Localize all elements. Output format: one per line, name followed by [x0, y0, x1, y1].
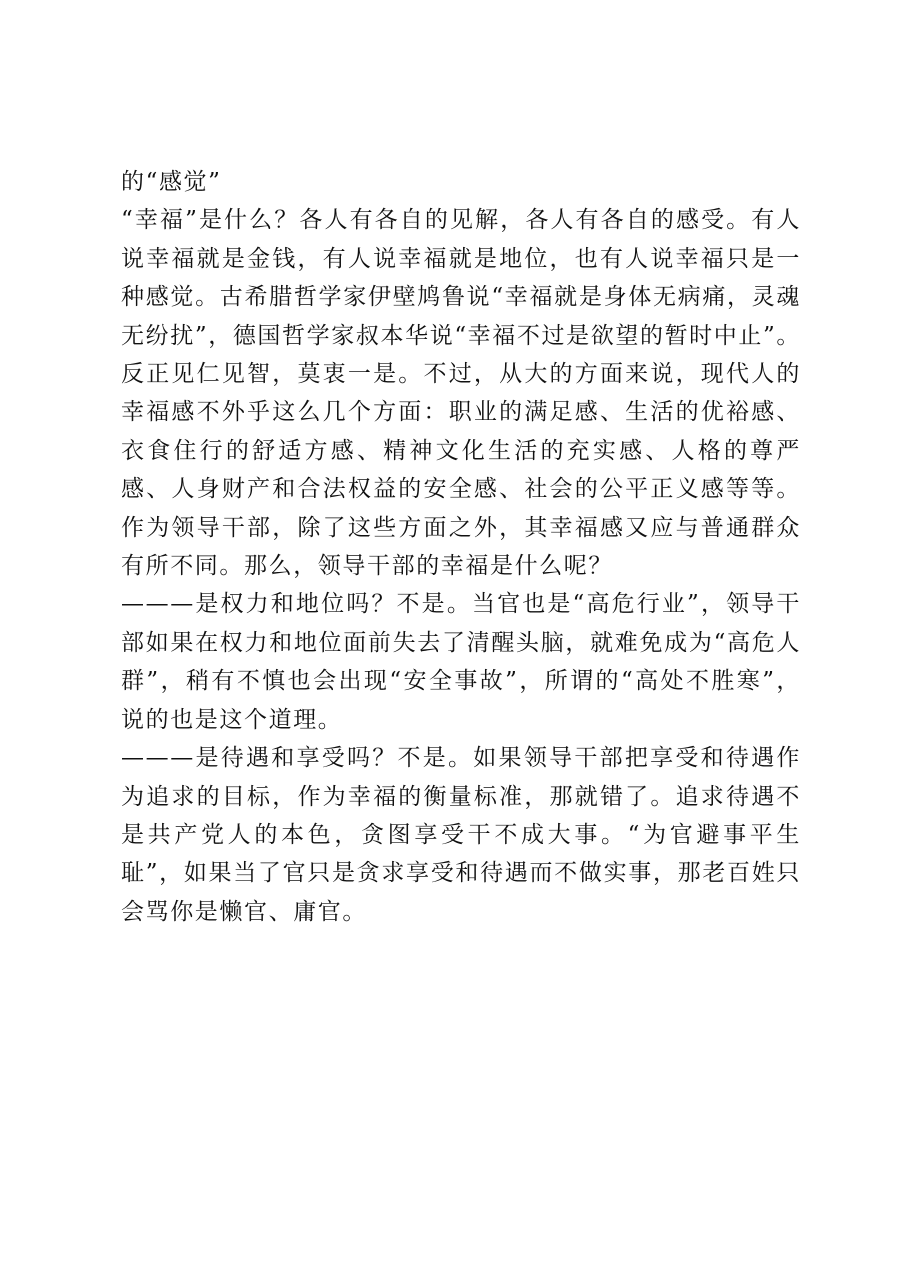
paragraph-what-is-happiness: “幸福”是什么？各人有各自的见解，各人有各自的感受。有人说幸福就是金钱，有人说幸福就是地位，也有人说幸福只是一种感觉。古希腊哲学家伊壁鸠鲁说“幸福就是身体无病痛，灵魂无纷扰”，德国哲学家叔本华说“幸福不过是欲望的暂时中止”。反正见仁见智，莫衷一是。不过，从大的方面来说，现代人的幸福感不外乎这么几个方面：职业的满足感、生活的优裕感、衣食住行的舒适方感、精神文化生活的充实感、人格的尊严感、人身财产和合法权益的安全感、社会的公平正义感等等。作为领导干部，除了这些方面之外，其幸福感又应与普通群众有所不同。那么，领导干部的幸福是什么呢？ — [121, 207, 801, 580]
document-body — [121, 163, 801, 931]
paragraph-treatment-and-enjoyment: ———是待遇和享受吗？不是。如果领导干部把享受和待遇作为追求的目标，作为幸福的衡量标准，那就错了。追求待遇不是共产党人的本色，贪图享受干不成大事。“为官避事平生耻”，如果当了官只是贪求享受和待遇而不做实事，那老百姓只会骂你是懒官、庸官。 — [121, 745, 801, 925]
paragraph-continuation: 的“感觉” — [121, 169, 222, 195]
paragraph-power-and-position: ———是权力和地位吗？不是。当官也是“高危行业”，领导干部如果在权力和地位面前失去了清醒头脑，就难免成为“高危人群”，稍有不慎也会出现“安全事故”，所谓的“高处不胜寒”，说的也是这个道理。 — [121, 591, 801, 733]
